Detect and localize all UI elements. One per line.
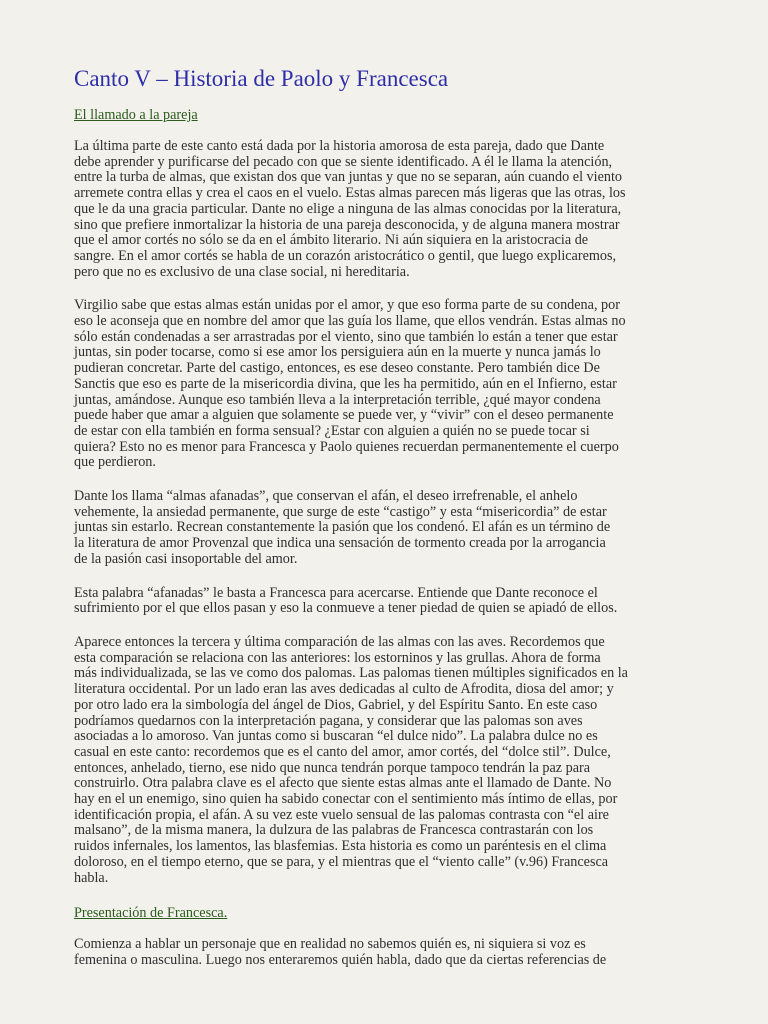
text-line: Sanctis que eso es parte de la misericordia divina, que les ha permitido, aún en el Infierno, estar	[74, 375, 617, 392]
body-paragraph	[74, 139, 698, 280]
text-line: podríamos quedarnos con la interpretación pagana, y considerar que las palomas son aves	[74, 712, 583, 729]
text-line: debe aprender y purificarse del pecado con que se siente identificado. A él le llama la atención,	[74, 153, 613, 170]
section-heading-link[interactable]: Presentación de Francesca.	[74, 905, 228, 922]
section-heading-link[interactable]: El llamado a la pareja	[74, 107, 198, 123]
text-line: eso le aconseja que en nombre del amor que las guía los llame, que ellos vendrán. Estas almas no	[74, 313, 626, 330]
text-line: sangre. En el amor cortés se habla de un corazón aristocrático o gentil, que luego explicaremos,	[74, 247, 617, 264]
text-line: puede haber que amar a alguien que solamente se puede ver, y “vivir” con el deseo permanente	[74, 407, 614, 424]
text-line: casual en este canto: recordemos que es el canto del amor, amor cortés, del “dolce stil”. Dulce,	[74, 743, 611, 760]
text-line: por otro lado era la simbología del ángel de Dios, Gabriel, y del Espíritu Santo. En este caso	[74, 696, 598, 713]
text-line: la literatura de amor Provenzal que indica una sensación de tormento creada por la arrogancia	[74, 535, 606, 552]
text-line: Virgilio sabe que estas almas están unidas por el amor, y que eso forma parte de su condena, por	[74, 297, 620, 314]
text-line: Aparece entonces la tercera y última comparación de las almas con las aves. Recordemos que	[74, 633, 605, 650]
text-line: ruidos infernales, los lamentos, las blasfemias. Esta historia es como un paréntesis en el clima	[74, 838, 607, 855]
text-line: pero que no es exclusivo de una clase social, ni hereditaria.	[74, 263, 410, 280]
text-line: literatura occidental. Por un lado eran las aves dedicadas al culto de Afrodita, diosa del amor; y	[74, 681, 614, 698]
text-line: juntas, amándose. Aunque eso también lleva a la interpretación terrible, ¿qué mayor condena	[74, 391, 601, 408]
body-paragraph	[74, 489, 698, 568]
document-body	[74, 106, 698, 969]
text-line: malsano”, de la misma manera, la dulzura de las palabras de Francesca contrastarán con los	[74, 822, 594, 839]
text-line: de la pasión casi insoportable del amor.	[74, 550, 298, 567]
text-line: que el amor cortés no sólo se da en el ámbito literario. Ni aún siquiera en la aristocracia de	[74, 232, 589, 249]
text-line: Dante los llama “almas afanadas”, que conservan el afán, el deseo irrefrenable, el anhelo	[74, 488, 578, 505]
text-line: femenina o masculina. Luego nos enteraremos quién habla, dado que da ciertas referencias de	[74, 951, 607, 968]
text-line: asociadas a lo amoroso. Van juntas como si buscaran “el dulce nido”. La palabra dulce no es	[74, 728, 598, 745]
text-line: doloroso, en el tiempo eterno, que se para, y el mientras que el “viento calle” (v.96) Francesca	[74, 853, 609, 870]
text-line: hay en el un enemigo, sino quien ha sabido conectar con el sentimiento más íntimo de ellas, por	[74, 791, 618, 808]
body-paragraph	[74, 937, 698, 968]
text-line: que le da una gracia particular. Dante no elige a ninguna de las almas conocidas por la literatura,	[74, 200, 622, 217]
text-line: esta comparación se relaciona con las anteriores: los estorninos y las grullas. Ahora de forma	[74, 649, 601, 666]
text-line: vehemente, la ansiedad permanente, que surge de este “castigo” y esta “misericordia” de estar	[74, 503, 607, 520]
text-line: Esta palabra “afanadas” le basta a Francesca para acercarse. Entiende que Dante reconoce el	[74, 584, 598, 601]
text-line: Comienza a hablar un personaje que en realidad no sabemos quién es, ni siquiera si voz es	[74, 936, 586, 953]
text-line: entre la turba de almas, que existan dos que van juntas y que no se separan, aún cuando el viento	[74, 169, 623, 186]
body-paragraph	[74, 586, 698, 617]
text-line: construirlo. Otra palabra clave es el afecto que siente estas almas ante el llamado de Dante. No	[74, 775, 612, 792]
text-line: pudieran concretar. Parte del castigo, entonces, es ese deseo constante. Pero también dice De	[74, 360, 600, 377]
text-line: habla.	[74, 869, 109, 886]
text-line: juntas, sin poder tocarse, como si ese amor los persiguiera aún en la muerte y nunca jamás lo	[74, 344, 601, 361]
text-line: La última parte de este canto está dada por la historia amorosa de esta pareja, dado que Dante	[74, 138, 605, 154]
text-line: sino que prefiere inmortalizar la historia de una pareja desconocida, y de alguna manera mostrar	[74, 216, 620, 233]
text-line: sufrimiento por el que ellos pasan y eso la conmueve a tener piedad de quien se apiadó de ellos.	[74, 600, 618, 617]
text-line: más individualizada, se las ve como dos palomas. Las palomas tienen múltiples significados en la	[74, 665, 628, 682]
text-line: sólo están condenadas a ser arrastradas por el viento, sino que también lo están a tener que estar	[74, 328, 618, 345]
text-line: arremete contra ellas y crea el caos en el vuelo. Estas almas parecen más ligeras que las otras, los	[74, 185, 626, 202]
text-line: juntas sin estarlo. Recrean constantemente la pasión que los condenó. El afán es un término de	[74, 519, 611, 536]
body-paragraph	[74, 298, 698, 471]
text-line: entonces, anhelado, tierno, ese nido que nunca tendrán porque tampoco tendrán la paz para	[74, 759, 591, 776]
body-paragraph	[74, 635, 698, 886]
text-line: quiera? Esto no es menor para Francesca y Paolo quienes recuerdan permanentemente el cuerpo	[74, 438, 619, 455]
page-title: Canto V – Historia de Paolo y Francesca	[74, 66, 449, 91]
text-line: de estar con ella también en forma sensual? ¿Estar con alguien a quién no se puede tocar si	[74, 422, 590, 439]
text-line: que perdieron.	[74, 454, 156, 471]
text-line: identificación propia, el afán. A su vez este vuelo sensual de las palomas contrasta con “el aire	[74, 806, 609, 823]
